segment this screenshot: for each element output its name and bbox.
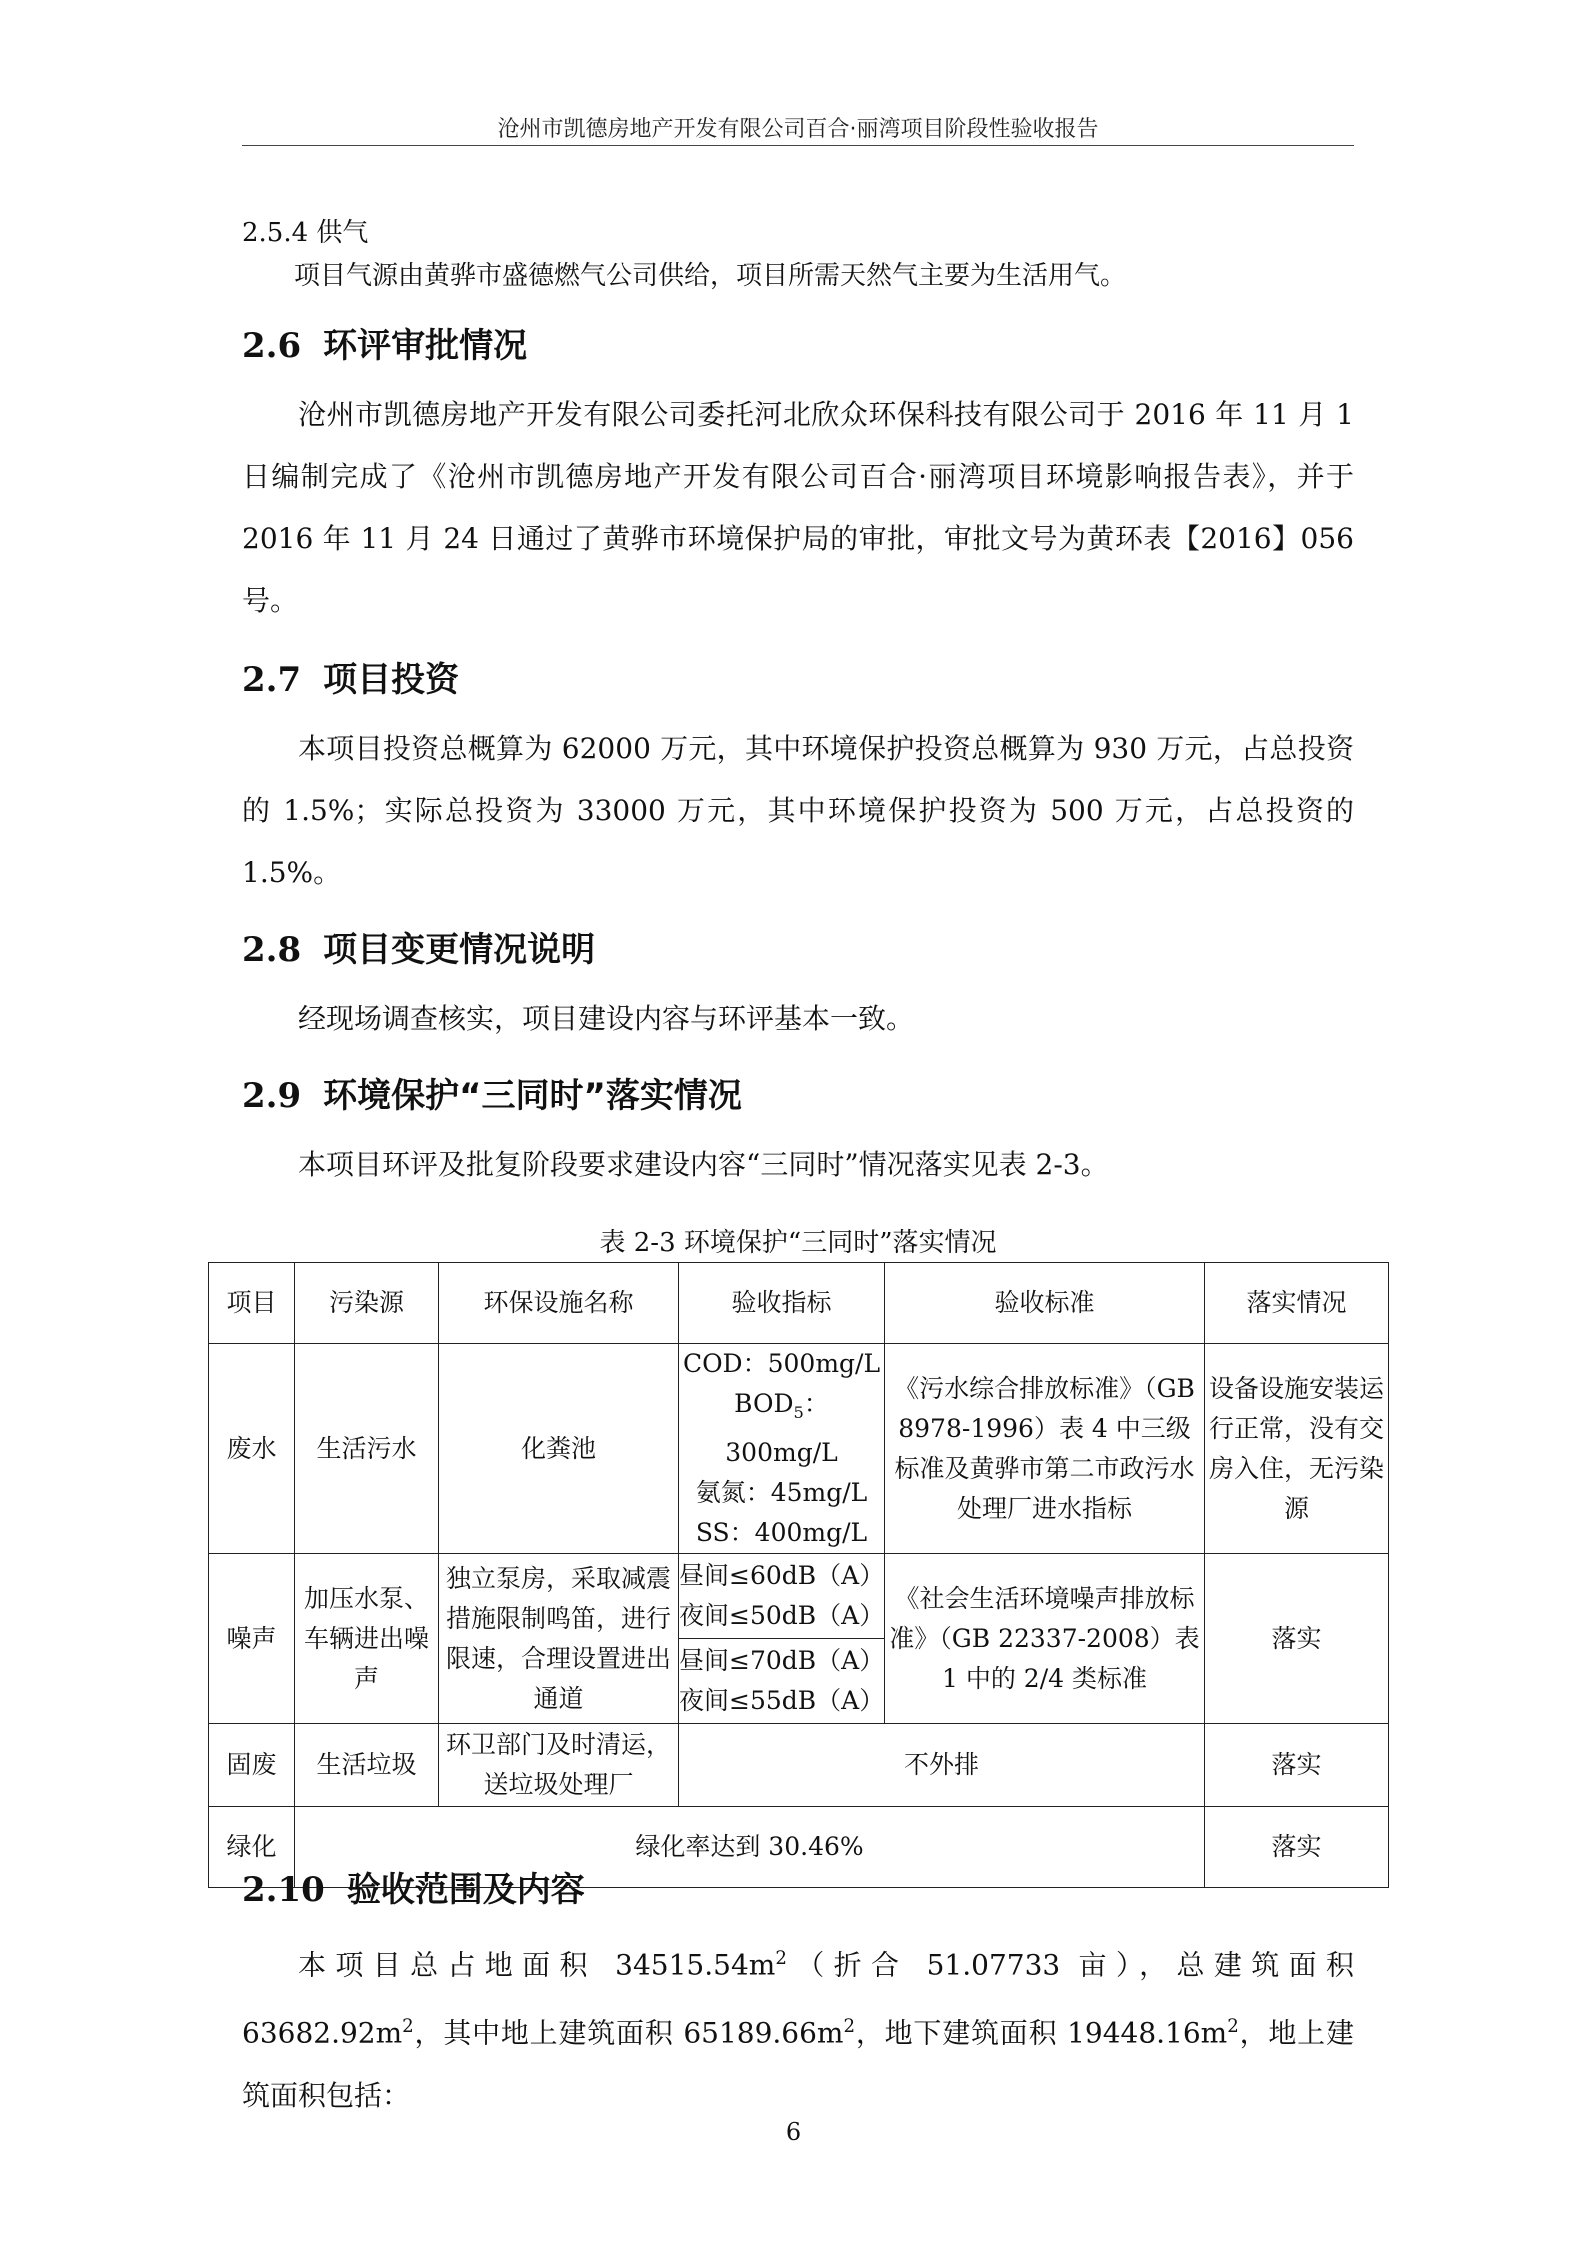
running-header: 沧州市凯德房地产开发有限公司百合·丽湾项目阶段性验收报告 [497, 117, 1099, 142]
cell-facility: 独立泵房，采取减震措施限制鸣笛，进行限速，合理设置进出通道 [439, 1554, 679, 1724]
heading-text: 项目变更情况说明 [323, 930, 596, 970]
table-row-wastewater [209, 1344, 1389, 1554]
cell-standard: 《社会生活环境噪声排放标准》（GB 22337-2008）表 1 中的 2/4 类标准 [885, 1554, 1205, 1724]
heading-number: 2.6 [242, 326, 302, 366]
indicator-line [679, 1384, 884, 1473]
heading-2-6 [242, 318, 527, 367]
paragraph-2-8: 经现场调查核实，项目建设内容与环评基本一致。 [298, 1002, 915, 1035]
heading-text: 验收范围及内容 [346, 1870, 585, 1910]
cell-source: 生活垃圾 [295, 1724, 439, 1807]
header-rule [242, 145, 1354, 146]
cell-source: 加压水泵、车辆进出噪声 [295, 1554, 439, 1724]
heading-number: 2.8 [242, 930, 302, 970]
paragraph-2-7: 本项目投资总概算为 62000 万元，其中环境保护投资总概算为 930 万元，占总投资的 1.5%；实际总投资为 33000 万元，其中环境保护投资为 500 万元，占总投资的 1.5%。 [242, 732, 1354, 889]
heading-text: 项目投资 [323, 660, 460, 700]
heading-2-9 [242, 1068, 742, 1117]
cell-status: 落实 [1205, 1554, 1389, 1724]
superscript: 2 [1227, 2016, 1239, 2038]
text-run: 本项目总占地面积 34515.54m [298, 1948, 776, 1982]
page-number: 6 [785, 2118, 802, 2146]
heading-text: 环评审批情况 [323, 326, 528, 366]
indicator-line: 氨氮：45mg/L [695, 1478, 868, 1507]
heading-2-10 [242, 1862, 585, 1911]
header-cell: 验收标准 [885, 1263, 1205, 1344]
indicator-line: 昼间≤70dB（A） [679, 1646, 885, 1675]
indicator-bod-value: ：300mg/L [725, 1389, 838, 1467]
table-caption: 表 2-3 环境保护“三同时”落实情况 [599, 1228, 997, 1258]
table-row-noise [209, 1554, 1389, 1639]
superscript: 2 [775, 1948, 787, 1969]
cell-indicators [679, 1554, 885, 1639]
cell-standard: 《污水综合排放标准》（GB 8978-1996）表 4 中三级标准及黄骅市第二市政污水处理厂进水指标 [885, 1344, 1205, 1554]
heading-text: 环境保护“三同时”落实情况 [323, 1076, 742, 1116]
superscript: 2 [402, 2016, 414, 2038]
text-run: ，地上建筑面积包括： [242, 2016, 1354, 2112]
indicator-line: 夜间≤55dB（A） [679, 1686, 885, 1715]
text-run: ，其中地上建筑面积 65189.66m [413, 2016, 844, 2050]
text-run: （折合 51.07733 亩），总建筑面积 63682.92m [242, 1948, 1354, 2050]
cell-content: 绿化率达到 30.46% [295, 1807, 1205, 1888]
indicator-line: SS：400mg/L [695, 1518, 868, 1547]
cell-status: 落实 [1205, 1724, 1389, 1807]
heading-number: 2.9 [242, 1076, 302, 1116]
heading-2-8 [242, 922, 595, 971]
paragraph-2-9: 本项目环评及批复阶段要求建设内容“三同时”情况落实见表 2-3。 [298, 1148, 1109, 1181]
heading-2-7 [242, 652, 459, 701]
cell-status: 设备设施安装运行正常，没有交房入住，无污染源 [1205, 1344, 1389, 1554]
indicator-subscript: 5 [793, 1403, 804, 1422]
cell-indicators [679, 1344, 885, 1554]
superscript: 2 [843, 2016, 856, 2038]
text-run: ，地下建筑面积 19448.16m [855, 2016, 1228, 2050]
table-header-row [209, 1263, 1389, 1344]
header-cell: 验收指标 [679, 1263, 885, 1344]
heading-number: 2.7 [242, 660, 302, 700]
indicator-line: 夜间≤50dB（A） [679, 1601, 885, 1630]
subsection-title-2-5-4: 2.5.4 供气 [242, 218, 369, 248]
three-simultaneous-table [208, 1262, 1389, 1888]
cell-facility: 环卫部门及时清运，送垃圾处理厂 [439, 1724, 679, 1807]
header-cell: 项目 [209, 1263, 295, 1344]
cell-item: 固废 [209, 1724, 295, 1807]
cell-item: 噪声 [209, 1554, 295, 1724]
cell-item: 废水 [209, 1344, 295, 1554]
cell-status: 落实 [1205, 1807, 1389, 1888]
indicator-line: 昼间≤60dB（A） [679, 1561, 885, 1590]
indicator-line: COD：500mg/L [682, 1349, 881, 1378]
cell-indicators [679, 1639, 885, 1724]
header-cell: 落实情况 [1205, 1263, 1389, 1344]
indicator-bod: BOD [734, 1389, 794, 1418]
table-row-solid-waste [209, 1724, 1389, 1807]
cell-source: 生活污水 [295, 1344, 439, 1554]
cell-item: 绿化 [209, 1807, 295, 1888]
cell-facility: 化粪池 [439, 1344, 679, 1554]
paragraph-2-10 [242, 1928, 1354, 2127]
header-cell: 环保设施名称 [439, 1263, 679, 1344]
paragraph-2-6: 沧州市凯德房地产开发有限公司委托河北欣众环保科技有限公司于 2016 年 11 月 1 日编制完成了《沧州市凯德房地产开发有限公司百合·丽湾项目环境影响报告表》，并于 2016 年 11 月 24 日通过了黄骅市环境保护局的审批，审批文号为黄环表【2016】056 号。 [242, 398, 1354, 617]
heading-number: 2.10 [242, 1870, 325, 1910]
header-cell: 污染源 [295, 1263, 439, 1344]
cell-indicator: 不外排 [679, 1724, 1205, 1807]
paragraph-2-5-4: 项目气源由黄骅市盛德燃气公司供给，项目所需天然气主要为生活用气。 [294, 261, 1127, 291]
